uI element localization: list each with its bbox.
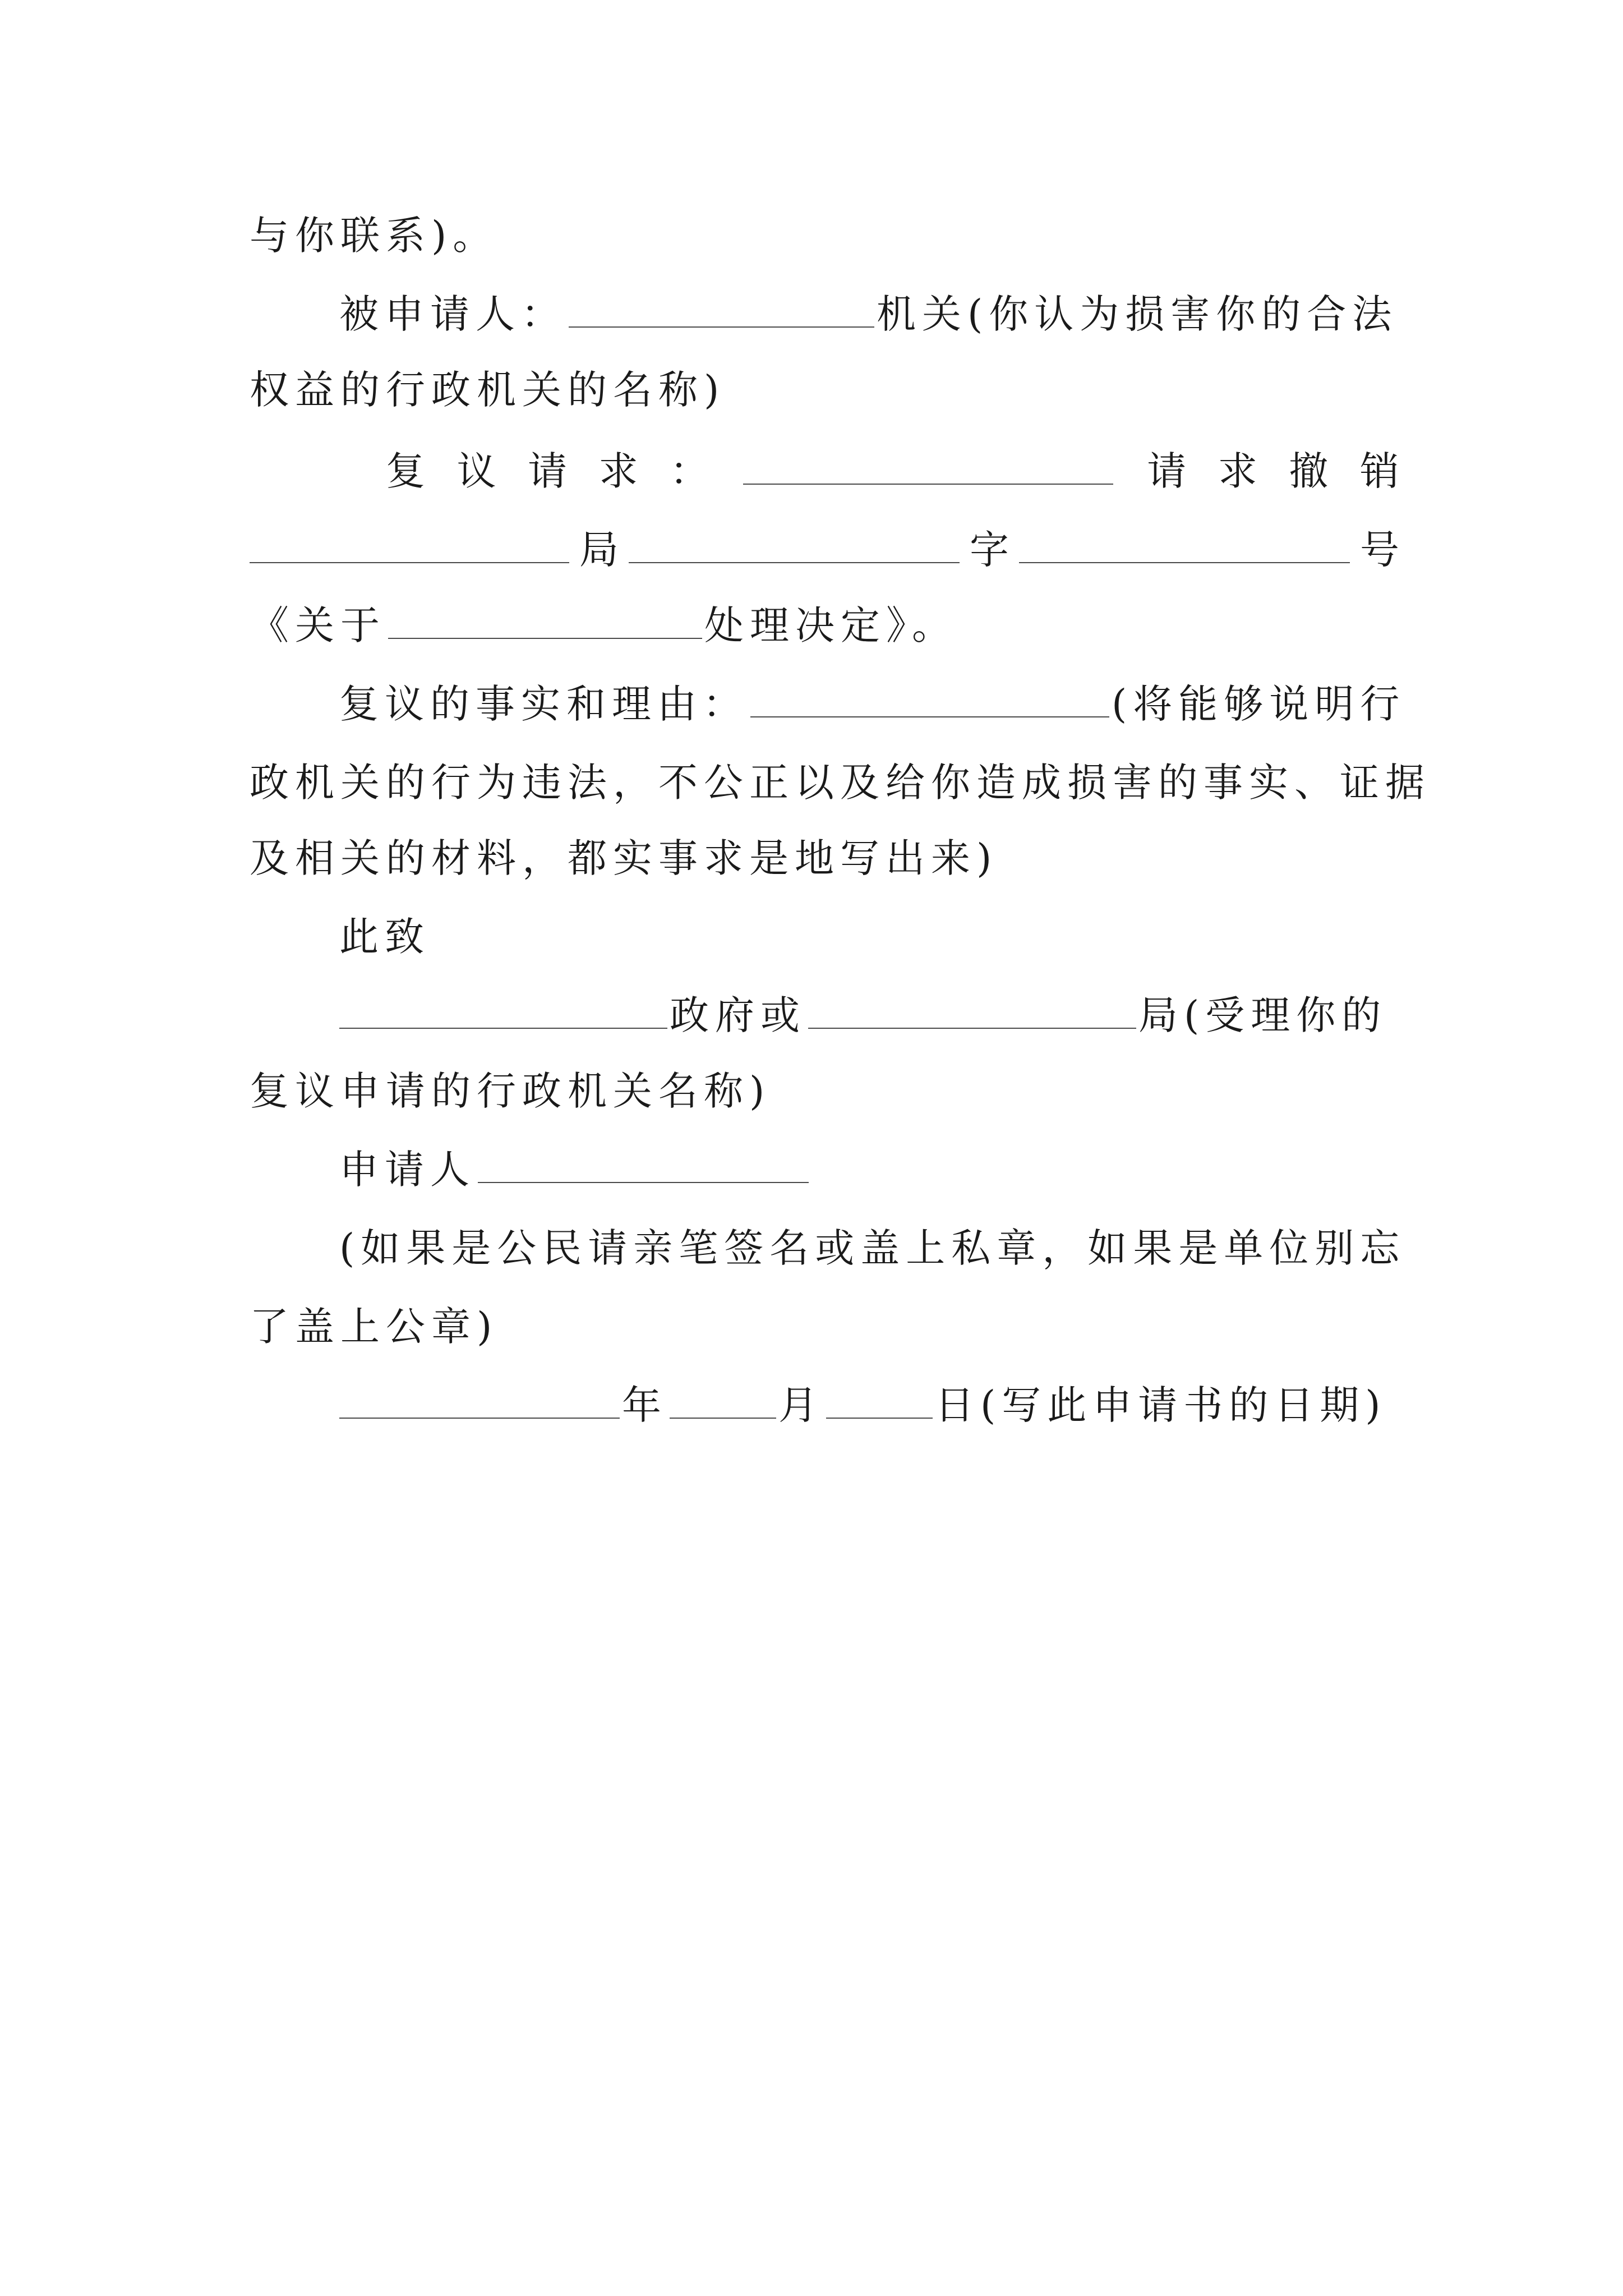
about-prefix: 《关于 bbox=[250, 602, 386, 648]
applicant-note-1: (如果是公民请亲笔签名或盖上私章，如果是单位别忘 bbox=[339, 1225, 1406, 1271]
request-char: 求 bbox=[1218, 448, 1257, 494]
date-line bbox=[339, 1374, 1399, 1436]
applicant-note-2: 了盖上公章) bbox=[250, 1304, 499, 1350]
facts-cont-line-2 bbox=[250, 827, 1399, 889]
facts-cont-2: 及相关的材料，都实事求是地写出来) bbox=[250, 835, 998, 881]
character-char: 字 bbox=[970, 527, 1009, 573]
facts-cont-line-1 bbox=[250, 752, 1431, 813]
facts-suffix: (将能够说明行 bbox=[1112, 681, 1406, 727]
request-char: 销 bbox=[1359, 448, 1399, 494]
facts-line bbox=[339, 673, 1406, 735]
about-line bbox=[250, 595, 1399, 656]
salutation-line bbox=[339, 906, 1399, 968]
request-char: 议 bbox=[457, 448, 496, 494]
about-blank[interactable] bbox=[388, 597, 702, 639]
applicant-line bbox=[339, 1139, 1399, 1200]
applicant-label: 申请人 bbox=[339, 1147, 476, 1193]
applicant-blank[interactable] bbox=[478, 1142, 809, 1183]
request-line bbox=[386, 440, 1399, 502]
facts-blank[interactable] bbox=[750, 676, 1109, 717]
about-suffix: 处理决定》。 bbox=[704, 602, 957, 648]
request-char: 请 bbox=[1147, 448, 1187, 494]
number-char: 号 bbox=[1360, 527, 1399, 573]
number-blank[interactable] bbox=[1019, 522, 1350, 563]
respondent-blank[interactable] bbox=[569, 286, 874, 328]
facts-label: 复议的事实和理由： bbox=[339, 681, 748, 727]
respondent-cont-line bbox=[250, 359, 1399, 421]
request-char: 请 bbox=[528, 448, 568, 494]
date-day: 日(写此申请书的日期) bbox=[935, 1382, 1387, 1428]
text-line-contact bbox=[250, 205, 1399, 266]
contact-text: 与你联系)。 bbox=[250, 213, 499, 259]
request-char: 撤 bbox=[1289, 448, 1329, 494]
applicant-note-line-1 bbox=[339, 1217, 1406, 1279]
year-blank[interactable] bbox=[339, 1377, 620, 1419]
recipient-bureau: 局(受理你的 bbox=[1138, 992, 1387, 1038]
respondent-suffix: 机关(你认为损害你的合法 bbox=[877, 291, 1398, 337]
recipient-line bbox=[339, 984, 1399, 1046]
recipient-cont: 复议申请的行政机关名称) bbox=[250, 1068, 771, 1114]
recipient-cont-line bbox=[250, 1060, 1399, 1122]
recipient-gov: 政府或 bbox=[670, 992, 806, 1038]
facts-cont-1: 政机关的行为违法，不公正以及给你造成损害的事实、证据 bbox=[250, 760, 1431, 806]
respondent-cont: 权益的行政机关的名称) bbox=[250, 367, 726, 413]
bureau-number-line bbox=[250, 519, 1399, 581]
bureau-name-blank[interactable] bbox=[808, 987, 1136, 1029]
day-blank[interactable] bbox=[826, 1377, 933, 1419]
salutation: 此致 bbox=[339, 914, 430, 960]
request-blank[interactable] bbox=[743, 443, 1113, 485]
month-blank[interactable] bbox=[670, 1377, 776, 1419]
bureau-char: 局 bbox=[579, 527, 619, 573]
request-char: 复 bbox=[386, 448, 425, 494]
government-blank[interactable] bbox=[339, 987, 667, 1029]
applicant-note-line-2 bbox=[250, 1296, 1399, 1358]
character-blank[interactable] bbox=[629, 522, 960, 563]
request-char: 求 bbox=[598, 448, 638, 494]
bureau-blank[interactable] bbox=[250, 522, 569, 563]
respondent-line bbox=[339, 283, 1399, 345]
request-char: ： bbox=[670, 448, 709, 494]
respondent-label: 被申请人： bbox=[339, 291, 566, 337]
date-month: 月 bbox=[778, 1382, 824, 1428]
date-year: 年 bbox=[622, 1382, 667, 1428]
